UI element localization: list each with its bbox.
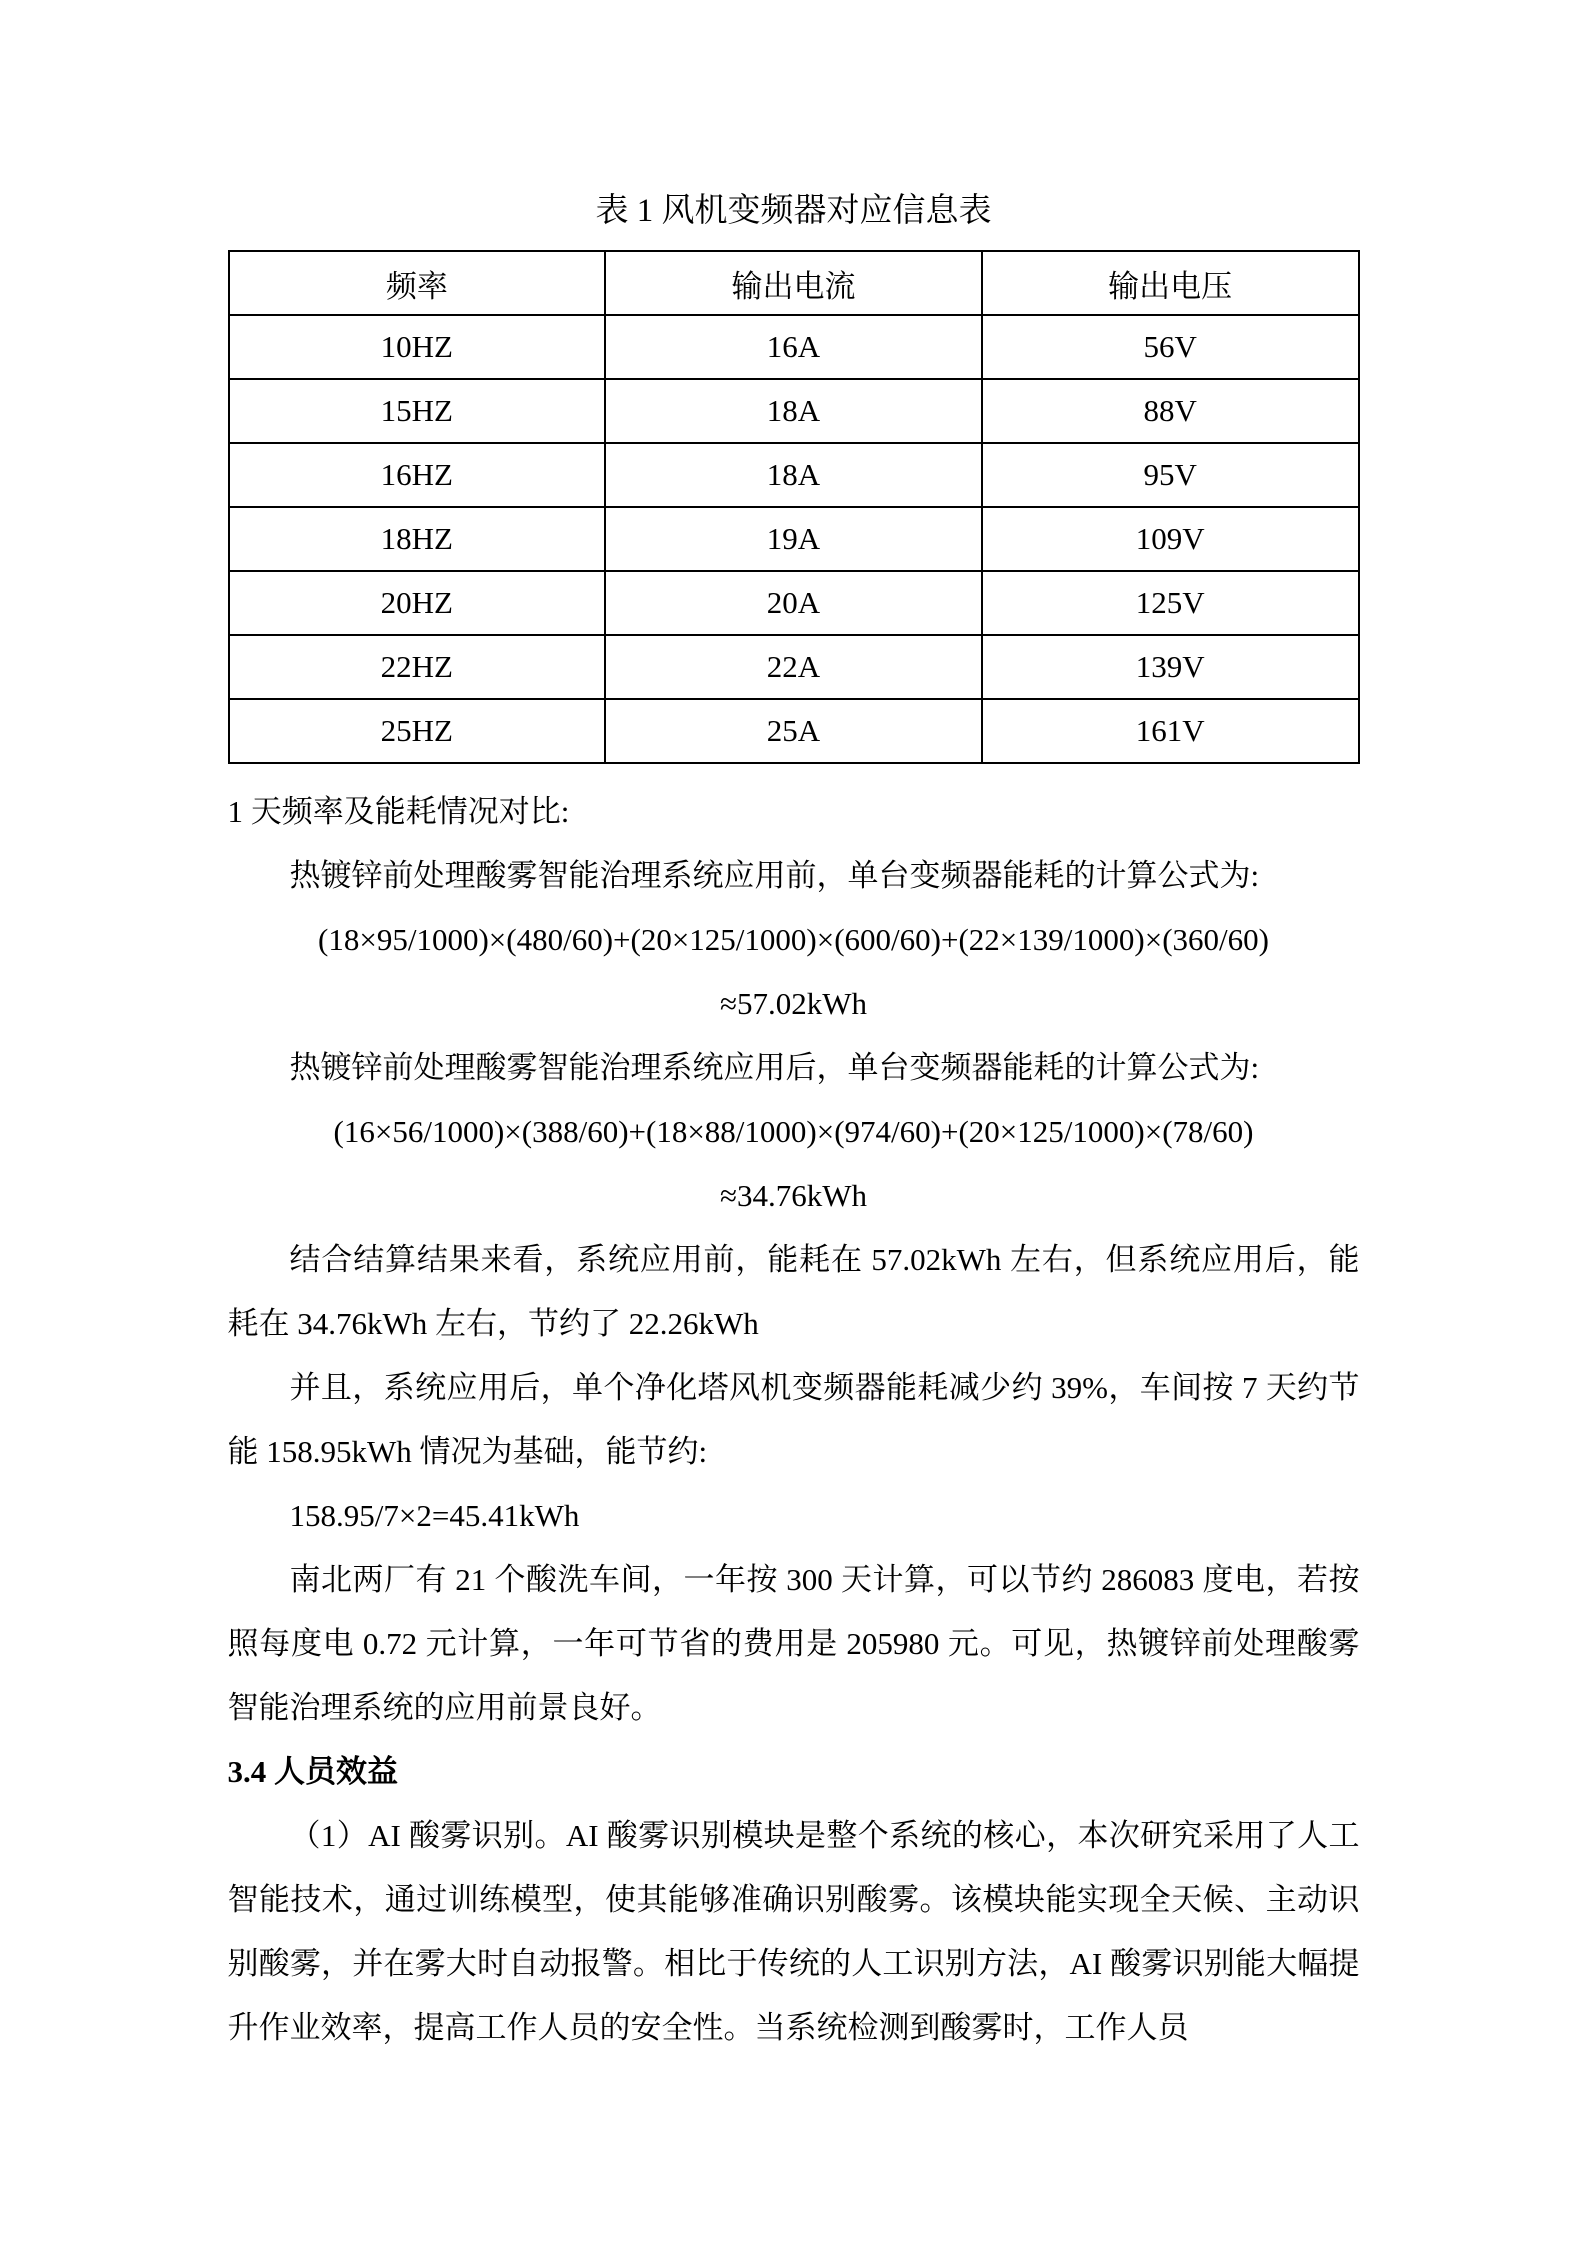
paragraph-ai-recognition: （1）AI 酸雾识别。AI 酸雾识别模块是整个系统的核心，本次研究采用了人工智能技术，通过训练模型，使其能够准确识别酸雾。该模块能实现全天候、主动识别酸雾，并在雾大时自动报警。相比于传统的人工识别方法，AI 酸雾识别能大幅提升作业效率，提高工作人员的安全性。当系统检测到酸雾时，工作人员 [227, 1818, 1360, 2045]
table-cell: 88V [982, 379, 1359, 443]
table-caption: 表 1 风机变频器对应信息表 [595, 193, 992, 229]
body-text [228, 780, 1360, 2060]
section-heading: 3.4 人员效益 [227, 1754, 398, 1789]
table-cell: 20HZ [229, 571, 606, 635]
paragraph-before-intro: 热镀锌前处理酸雾智能治理系统应用前，单台变频器能耗的计算公式为: [289, 858, 1260, 893]
formula-daily: 158.95/7×2=45.41kWh [289, 1498, 580, 1533]
table-cell: 25HZ [229, 699, 606, 763]
formula-before: (18×95/1000)×(480/60)+(20×125/1000)×(600/60)+(22×139/1000)×(360/60) [318, 922, 1269, 957]
compare-label: 1 天频率及能耗情况对比: [227, 794, 570, 829]
table-cell: 161V [982, 699, 1359, 763]
table-head [229, 251, 1359, 315]
table-cell: 10HZ [229, 315, 606, 379]
formula-after: (16×56/1000)×(388/60)+(18×88/1000)×(974/60)+(20×125/1000)×(78/60) [333, 1114, 1254, 1149]
table-cell: 56V [982, 315, 1359, 379]
table-cell: 20A [605, 571, 982, 635]
table-cell: 18A [605, 443, 982, 507]
table-row [229, 443, 1359, 507]
paragraph-comparison: 结合结算结果来看，系统应用前，能耗在 57.02kWh 左右，但系统应用后，能耗在 34.76kWh 左右，节约了 22.26kWh [227, 1242, 1360, 1341]
header-frequency: 频率 [229, 251, 606, 315]
table-body [229, 315, 1359, 763]
table-cell: 16HZ [229, 443, 606, 507]
result-before: ≈57.02kWh [719, 986, 868, 1021]
paragraph-annual-saving: 南北两厂有 21 个酸洗车间，一年按 300 天计算，可以节约 286083 度电，若按照每度电 0.72 元计算，一年可节省的费用是 205980 元。可见，热镀锌前处理酸雾智能治理系统的应用前景良好。 [227, 1562, 1360, 1725]
table-row [229, 571, 1359, 635]
paragraph-weekly-saving: 并且，系统应用后，单个净化塔风机变频器能耗减少约 39%，车间按 7 天约节能 158.95kWh 情况为基础，能节约: [227, 1370, 1360, 1469]
table-cell: 19A [605, 507, 982, 571]
table-header-row [229, 251, 1359, 315]
table-cell: 18A [605, 379, 982, 443]
table-row [229, 379, 1359, 443]
table-cell: 125V [982, 571, 1359, 635]
table-cell: 22A [605, 635, 982, 699]
fan-inverter-info-table [228, 250, 1360, 764]
table-row [229, 507, 1359, 571]
table-cell: 139V [982, 635, 1359, 699]
table-row [229, 635, 1359, 699]
table-row [229, 315, 1359, 379]
paragraph-after-intro: 热镀锌前处理酸雾智能治理系统应用后，单台变频器能耗的计算公式为: [289, 1050, 1260, 1085]
table-cell: 18HZ [229, 507, 606, 571]
table-cell: 16A [605, 315, 982, 379]
table-cell: 25A [605, 699, 982, 763]
result-after: ≈34.76kWh [719, 1178, 868, 1213]
table-cell: 95V [982, 443, 1359, 507]
header-output-voltage: 输出电压 [982, 251, 1359, 315]
header-output-current: 输出电流 [605, 251, 982, 315]
table-row [229, 699, 1359, 763]
table-cell: 22HZ [229, 635, 606, 699]
table-cell: 15HZ [229, 379, 606, 443]
table-cell: 109V [982, 507, 1359, 571]
page-content [228, 0, 1360, 2060]
